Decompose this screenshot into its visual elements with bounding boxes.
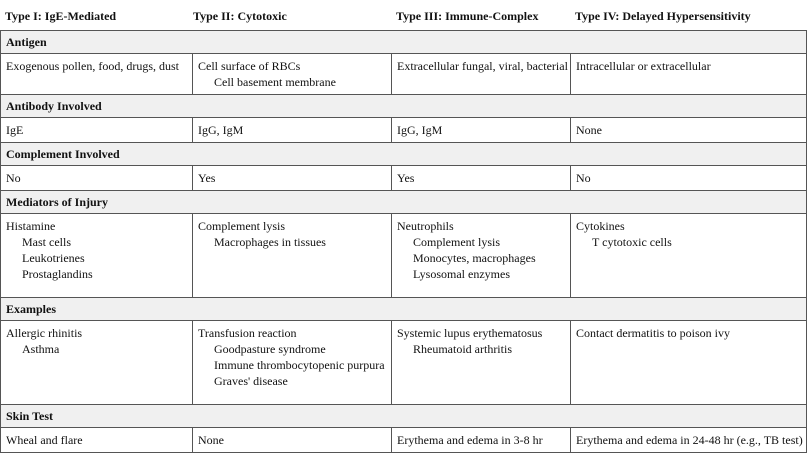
table-cell [392, 166, 571, 191]
section-data-row [1, 321, 807, 405]
table-cell [571, 54, 807, 95]
cell-item: Transfusion reaction [198, 326, 297, 340]
table-cell [1, 166, 193, 191]
cell-item: Neutrophils [397, 219, 454, 233]
cell-item: Complement lysis [198, 219, 285, 233]
cell-item: No [576, 171, 591, 185]
column-header-type-2: Type II: Cytotoxic [193, 9, 287, 23]
cell-item: Cell surface of RBCs [198, 59, 301, 73]
table-cell [571, 428, 807, 453]
cell-subitem: Macrophages in tissues [214, 235, 326, 249]
section-title: Complement Involved [1, 143, 807, 166]
cell-subitem: Cell basement membrane [214, 75, 336, 89]
cell-item: Exogenous pollen, food, drugs, dust [6, 59, 179, 73]
cell-item: Yes [397, 171, 415, 185]
table-cell [392, 428, 571, 453]
cell-subitem: Asthma [22, 342, 60, 356]
cell-subitem: Complement lysis [413, 235, 500, 249]
cell-item: Intracellular or extracellular [576, 59, 711, 73]
table-cell [1, 214, 193, 298]
section-title: Examples [1, 298, 807, 321]
section-data-row [1, 54, 807, 95]
cell-item: Systemic lupus erythematosus [397, 326, 543, 340]
cell-subitem: Monocytes, macrophages [413, 251, 536, 265]
cell-item: Erythema and edema in 24-48 hr (e.g., TB test) [576, 433, 803, 447]
cell-subitem: Mast cells [22, 235, 71, 249]
section-data-row [1, 428, 807, 453]
section-title: Antigen [1, 31, 807, 54]
cell-item: IgG, IgM [198, 123, 244, 137]
table-cell [392, 214, 571, 298]
column-header-type-4: Type IV: Delayed Hypersensitivity [575, 9, 751, 23]
section-title: Skin Test [1, 405, 807, 428]
section-data-row [1, 214, 807, 298]
cell-subitem: T cytotoxic cells [592, 235, 672, 249]
cell-item: Contact dermatitis to poison ivy [576, 326, 730, 340]
table-cell [193, 321, 392, 405]
table-cell [193, 428, 392, 453]
table-cell [392, 118, 571, 143]
section-data-row [1, 118, 807, 143]
cell-item: Histamine [6, 219, 56, 233]
cell-item: Yes [198, 171, 216, 185]
column-header-row [0, 0, 807, 30]
table-cell [571, 321, 807, 405]
column-header-type-3: Type III: Immune-Complex [396, 9, 539, 23]
section-header-row [1, 95, 807, 118]
table-cell [1, 321, 193, 405]
section-header-row [1, 298, 807, 321]
section-title: Mediators of Injury [1, 191, 807, 214]
column-header-type-1: Type I: IgE-Mediated [5, 9, 117, 23]
cell-subitem: Leukotrienes [22, 251, 85, 265]
table-cell [193, 118, 392, 143]
table-cell [571, 214, 807, 298]
cell-subitem: Goodpasture syndrome [214, 342, 326, 356]
table-cell [1, 428, 193, 453]
cell-item: IgE [6, 123, 24, 137]
cell-subitem: Rheumatoid arthritis [413, 342, 512, 356]
table-cell [193, 54, 392, 95]
cell-item: No [6, 171, 21, 185]
cell-item: Allergic rhinitis [6, 326, 83, 340]
table-cell [193, 214, 392, 298]
cell-subitem: Prostaglandins [22, 267, 93, 281]
cell-subitem: Immune thrombocytopenic purpura [214, 358, 385, 372]
cell-item: IgG, IgM [397, 123, 443, 137]
section-header-row [1, 31, 807, 54]
table-cell [392, 321, 571, 405]
section-data-row [1, 166, 807, 191]
cell-subitem: Graves' disease [214, 374, 288, 388]
table-cell [392, 54, 571, 95]
table-cell [571, 166, 807, 191]
cell-item: Wheal and flare [6, 433, 83, 447]
table-cell [571, 118, 807, 143]
table-cell [1, 118, 193, 143]
table-cell [193, 166, 392, 191]
cell-item: None [198, 433, 224, 447]
cell-item: Cytokines [576, 219, 625, 233]
section-title: Antibody Involved [1, 95, 807, 118]
cell-subitem: Lysosomal enzymes [413, 267, 510, 281]
section-header-row [1, 405, 807, 428]
cell-item: Extracellular fungal, viral, bacterial [397, 59, 568, 73]
section-header-row [1, 191, 807, 214]
section-header-row [1, 143, 807, 166]
cell-item: None [576, 123, 602, 137]
table-cell [1, 54, 193, 95]
hypersensitivity-table [0, 30, 807, 453]
cell-item: Erythema and edema in 3-8 hr [397, 433, 543, 447]
